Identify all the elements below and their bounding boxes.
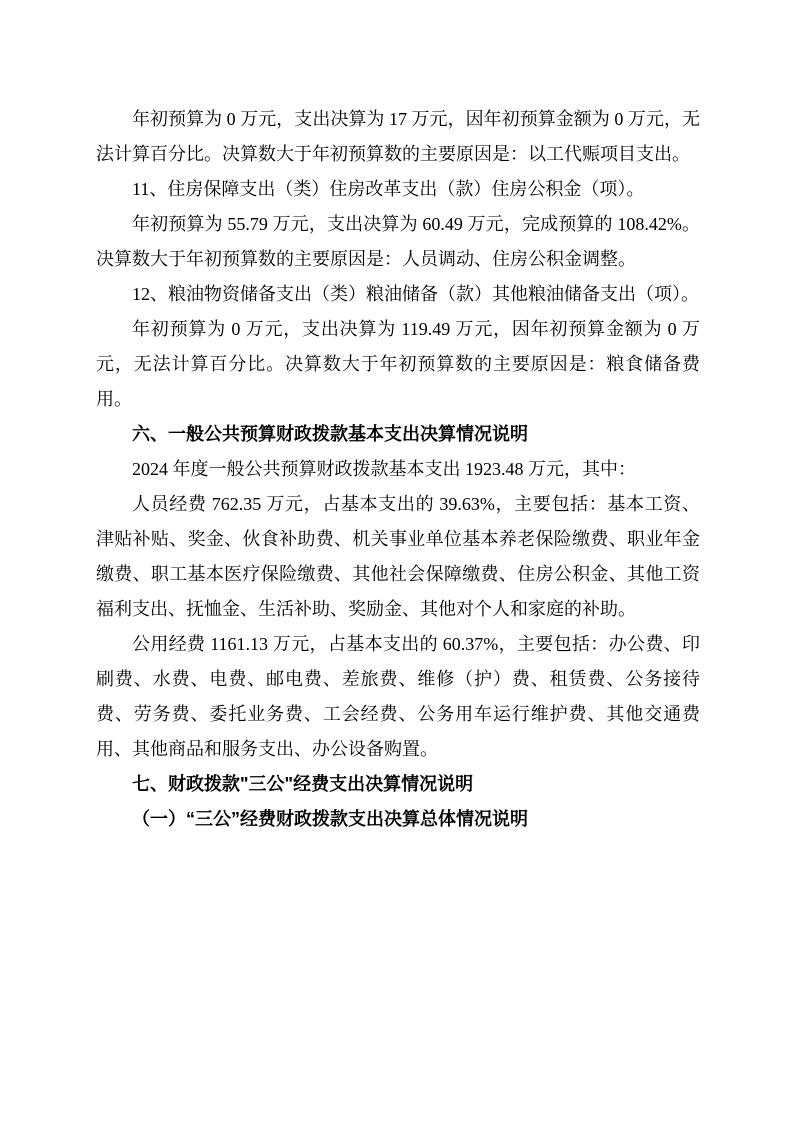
paragraph-basic-expenditure-total: 2024 年度一般公共预算财政拨款基本支出 1923.48 万元，其中： [132, 459, 636, 479]
paragraph-item-11-housing: 11、住房保障支出（类）住房改革支出（款）住房公积金（项）。 [132, 179, 645, 199]
subsection-heading-1-sangong-overall: （一）“三公”经费财政拨款支出决算总体情况说明 [132, 809, 528, 829]
paragraph-item-12-grain: 12、粮油物资储备支出（类）粮油储备（款）其他粮油储备支出（项）。 [132, 284, 699, 304]
section-heading-7-sangong-expenses: 七、财政拨款"三公"经费支出决算情况说明 [132, 774, 474, 794]
paragraph-budget-55-79: 年初预算为 55.79 万元，支出决算为 60.49 万元，完成预算的 108.42%。决算数大于年初预算数的主要原因是：人员调动、住房公积金调整。 [96, 214, 700, 269]
paragraph-personnel-expenses: 人员经费 762.35 万元，占基本支出的 39.63%，主要包括：基本工资、津贴补贴、奖金、伙食补助费、机关事业单位基本养老保险缴费、职业年金缴费、职工基本医疗保险缴费、其他社会保障缴费、住房公积金、其他工资福利支出、抚恤金、生活补助、奖励金、其他对个人和家庭的补助。 [96, 494, 700, 619]
paragraph-budget-119-49: 年初预算为 0 万元，支出决算为 119.49 万元，因年初预算金额为 0 万元，无法计算百分比。决算数大于年初预算数的主要原因是：粮食储备费用。 [96, 319, 700, 409]
section-heading-6-basic-expenditure: 六、一般公共预算财政拨款基本支出决算情况说明 [132, 424, 528, 444]
paragraph-public-expenses: 公用经费 1161.13 万元，占基本支出的 60.37%，主要包括：办公费、印刷费、水费、电费、邮电费、差旅费、维修（护）费、租赁费、公务接待费、劳务费、委托业务费、工会经费、公务用车运行维护费、其他交通费用、其他商品和服务支出、办公设备购置。 [96, 634, 700, 759]
paragraph-budget-17: 年初预算为 0 万元，支出决算为 17 万元，因年初预算金额为 0 万元，无法计算百分比。决算数大于年初预算数的主要原因是：以工代赈项目支出。 [96, 109, 700, 164]
